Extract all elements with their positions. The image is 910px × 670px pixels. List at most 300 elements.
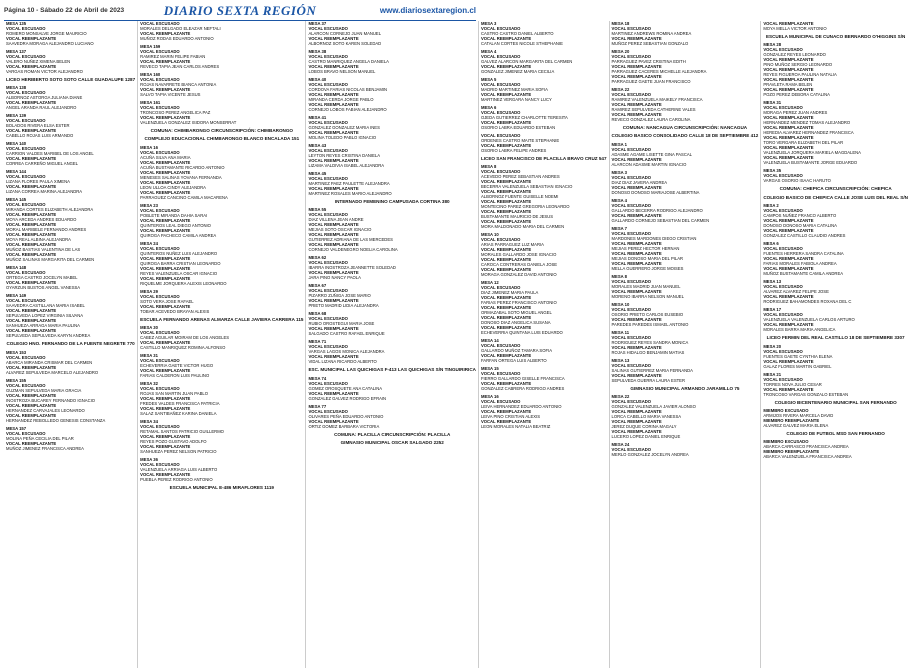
role-label: VOCAL ESCUSADO (6, 202, 46, 208)
mesa-block (140, 203, 303, 238)
role-label: VOCAL ESCUSADO (140, 330, 180, 336)
member-name: PARRAGUEZ PAVEZ CRISTINA EDITH (611, 59, 686, 64)
role-label: VOCAL REEMPLAZANTE (611, 156, 662, 162)
role-label: VOCAL ESCUSADO (308, 120, 348, 125)
role-label: VOCAL ESCUSADO (6, 54, 46, 59)
member-name: RODRIGUEZ BAHAMONDES ROXANA DEL C (763, 299, 852, 305)
mesa-block (763, 241, 908, 276)
role-label: VOCAL ESCUSADO (6, 118, 46, 124)
role-label: VOCAL ESCUSADO (6, 270, 46, 276)
role-label: VOCAL REEMPLAZANTE (6, 222, 57, 228)
role-label: VOCAL ESCUSADO (6, 90, 46, 96)
role-label: VOCAL ESCUSADO (611, 92, 652, 97)
member-name: DONOSO DIAZ ANGELICA SUSANA (480, 320, 551, 326)
mesa-block (612, 49, 759, 84)
role-label: VOCAL REEMPLAZANTE (308, 232, 359, 238)
mesa-number: MESA 8 (480, 164, 497, 170)
polling-place-heading: ESCUELA MUNICIPAL DE CUNACO BERNARDO O'HIGGINS S/N (765, 34, 906, 39)
mesa-number: MESA 6 (763, 241, 779, 247)
role-label: VOCAL REEMPLAZANTE (480, 36, 532, 41)
member-name: ORTIZ GOMEZ BARBARA VICTORIA (308, 423, 380, 429)
mesa-number: MESA 31 (763, 100, 782, 106)
member-name: RAMIREZ SEPULVEDA CATHERINE VALES (611, 107, 696, 112)
role-label: VOCAL REEMPLAZANTE (611, 64, 662, 69)
role-label: VOCAL REEMPLAZANTE (480, 409, 532, 415)
member-name: TOBAR ACEVEDO BRAYAN ALEXIS (140, 308, 210, 314)
member-name: GONZALEZ GONZALEZ MARIA INES (308, 125, 380, 130)
member-name: MENESES SALINAS YOVANA FERNANDA (140, 174, 222, 180)
mesa-block (140, 145, 303, 200)
member-name: MUÑOZ BUSTAMANTE CAMILA ANDREA (763, 271, 844, 277)
mesa-number: MESA 4 (611, 197, 627, 203)
role-label: VOCAL REEMPLAZANTE (611, 240, 662, 246)
mesa-block (140, 21, 303, 41)
mesa-block (6, 169, 135, 194)
role-label: VOCAL REEMPLAZANTE (308, 298, 359, 304)
mesa-block (481, 232, 607, 277)
role-label: VOCAL REEMPLAZANTE (611, 372, 662, 378)
mesa-number: MESA 30 (140, 325, 158, 331)
mesa-number: MESA 18 (611, 21, 630, 26)
role-label: VOCAL REEMPLAZANTE (308, 270, 359, 276)
role-label: VOCAL REEMPLAZANTE (763, 125, 814, 131)
newspaper-title: DIARIO SEXTA REGIÓN (163, 2, 317, 18)
member-name: MONTECINO PAREZ GREGORIA LEONARDO (480, 204, 570, 210)
member-name: DONOSO DONOSO MARIA CATALINA (763, 223, 837, 229)
member-name: RUBIO OROSTEGUI MARIA JOSE (308, 321, 375, 327)
member-name: DIAZ JIMENEZ MARIA PAULA (480, 290, 539, 296)
member-name: REYES VALENZUELA OSCAR IGNACIO (140, 270, 218, 276)
member-name: PUEBLA PEREZ RODRIGO ANTONIO (140, 477, 213, 483)
mesa-number: MESA 37 (308, 21, 327, 26)
role-label: VOCAL REEMPLAZANTE (480, 247, 532, 253)
member-name: GALVEZ ALARCON MARGARITA DEL CARMEN (480, 59, 573, 64)
member-name: TORRES NOVA JULIO CESAR (763, 381, 822, 387)
member-name: MOYA MELLA VICTOR ANTONIO (763, 26, 827, 31)
role-label: VOCAL ESCUSADO (611, 447, 652, 453)
role-label: VOCAL REEMPLAZANTE (480, 219, 532, 225)
role-label: VOCAL ESCUSADO (611, 174, 652, 180)
member-name: SANHUEZA PEREZ NELSON PATRICIO (140, 449, 217, 455)
member-name: ALBORNOZ ASTORGA JULIANA DIANE (6, 95, 83, 101)
role-label: VOCAL ESCUSADO (140, 462, 180, 468)
role-label: VOCAL REEMPLAZANTE (140, 217, 191, 223)
role-label: VOCAL ESCUSADO (480, 82, 521, 87)
role-label: VOCAL REEMPLAZANTE (140, 396, 191, 402)
member-name: FREDES VALDES FRANCISCA PATRICIA (140, 401, 220, 407)
role-label: VOCAL REEMPLAZANTE (611, 184, 662, 190)
member-name: ROJAS SAN MARTIN JUAN PABLO (140, 391, 208, 397)
role-label: VOCAL REEMPLAZANTE (140, 275, 191, 281)
role-label: VOCAL REEMPLAZANTE (308, 92, 359, 97)
member-name: RETAMAL SANTOS PATRICIO GUILLERMO (140, 429, 224, 435)
member-name: RIQUELME JORQUERA ALEXIS LEONARDO (140, 280, 227, 286)
columns-container (4, 21, 908, 668)
member-name: MEJIAS SOTO OSCAR IGNACIO (308, 227, 372, 233)
role-label: VOCAL REEMPLAZANTE (611, 74, 662, 79)
mesa-block (763, 307, 908, 332)
member-name: SAAVEDRA MORAGA ALEJANDRO LUCIANO (6, 41, 94, 46)
role-label: VOCAL ESCUSADO (763, 246, 803, 252)
member-name: ACUÑA BUSTAMANTE RICARDO ANTONIO (140, 164, 225, 170)
member-name: SEPULVEDA GUERRA LAURA ESTER (611, 377, 685, 383)
member-name: DIAZ VILLENA JEAN ANDRE (308, 217, 364, 223)
member-name: OLIVARES PEÑA EDUARDO ANTONIO (308, 413, 384, 419)
member-name: BOLADOS RIVERA ELSA ESTER (6, 123, 70, 129)
member-name: ANGEL ARANDA RAUL ALEJANDRO (6, 105, 77, 111)
role-label: VOCAL ESCUSADO (763, 173, 803, 179)
role-label: VOCAL ESCUSADO (611, 202, 652, 208)
member-name: GONZALEZ VALENZUELA JAVIER ALONSO (611, 404, 696, 410)
member-name: LOBOS BRAVO NELSON MANUEL (308, 69, 376, 74)
mesa-number: MESA 77 (308, 403, 327, 409)
mesa-number: MESA 43 (308, 143, 327, 148)
role-label: VOCAL REEMPLAZANTE (763, 266, 814, 272)
role-label: VOCAL REEMPLAZANTE (480, 199, 532, 205)
member-name: LIZAMA VALDIVIA ISABEL ALEJANDRA (308, 163, 385, 168)
member-name: PINO MUÑOZ SERGIO LEONARDO (763, 62, 833, 68)
role-label: VOCAL ESCUSADO (308, 26, 348, 31)
mesa-block (308, 143, 476, 168)
polling-place-heading: COLEGIO BASICO DE CHEPICA CALLE JOSE LUIS DEL REAL S/N (763, 194, 908, 200)
member-name: CASTRO CASTRO DANIEL ALBERTO (480, 31, 554, 36)
role-label: VOCAL REEMPLAZANTE (140, 59, 191, 64)
member-name: VALENZUELA BUSTAMANTE JORGE EDUARDO (763, 160, 858, 166)
mesa-block (481, 133, 607, 153)
role-label: VOCAL ESCUSADO (763, 208, 803, 214)
role-label: VOCAL REEMPLAZANTE (6, 242, 57, 248)
mesa-number: MESA 10 (480, 232, 499, 238)
member-name: HEREDIA ALVAREZ HERNANDEZ FRANCISCA (763, 130, 854, 136)
member-name: CASTRO MANRIQUEZ ANGELA DANIELA (308, 59, 389, 64)
role-label: VOCAL REEMPLAZANTE (308, 130, 359, 135)
role-label: VOCAL REEMPLAZANTE (140, 303, 191, 309)
mesa-number: MESA 145 (6, 197, 27, 203)
role-label: VOCAL ESCUSADO (6, 146, 46, 152)
mesa-block (140, 353, 303, 378)
mesa-block (763, 168, 908, 183)
member-name: FARFAN ORTEGA LUIS ALBERTO (480, 358, 547, 364)
role-label: VOCAL REEMPLAZANTE (140, 115, 191, 120)
member-name: GALAZ FLORES MARTIN GABRIEL (763, 363, 832, 369)
mesa-number: MESA 40 (308, 77, 327, 82)
role-label: VOCAL REEMPLAZANTE (763, 294, 814, 300)
member-name: MORALES MADRID JUAN MANUEL (611, 283, 681, 289)
role-label: VOCAL REEMPLAZANTE (480, 120, 532, 125)
col-2 (137, 21, 305, 668)
role-label: VOCAL REEMPLAZANTE (6, 280, 57, 286)
member-name: FARIAS MORALES FABIOLA ANDREA (763, 261, 837, 267)
role-label: VOCAL ESCUSADO (763, 312, 803, 318)
mesa-number: MESA 36 (140, 457, 158, 463)
mesa-block (6, 426, 135, 451)
role-label: VOCAL ESCUSADO (308, 82, 348, 87)
role-label: VOCAL ESCUSADO (308, 380, 348, 386)
role-label: VOCAL REEMPLAZANTE (480, 92, 532, 97)
member-name: ACEVEDO PEREZ SEBASTIAN ANDRES (480, 174, 560, 180)
member-name: ABARCA VALENZUELA FRANCISCA ANDREA (763, 454, 852, 460)
role-label: VOCAL REEMPLAZANTE (480, 179, 532, 185)
member-name: FIERRO GALLARDO GISELLE FRANCISCA (480, 376, 565, 382)
role-label: VOCAL REEMPLAZANTE (480, 189, 532, 195)
mesa-block (612, 198, 759, 223)
mesa-number: MESA 71 (308, 339, 327, 345)
member-name: MORAL MARIBELE FERNANDO ANDRES (6, 227, 87, 233)
mesa-number: MESA 67 (308, 283, 327, 289)
role-label: VOCAL REEMPLAZANTE (763, 77, 814, 83)
member-name: HERNANDEZ REBOLLEDO GENESIS CONSTANZA (6, 417, 106, 423)
role-label: VOCAL REEMPLAZANTE (763, 155, 814, 161)
member-name: INOSTROZA BUCAREY FERNANDO IGNACIO (6, 397, 96, 403)
member-name: VALENZUELA ARRIAGA LUIS ALBERTO (140, 467, 218, 473)
role-label: VOCAL ESCUSADO (140, 149, 180, 155)
role-label: VOCAL REEMPLAZANTE (611, 409, 662, 415)
mesa-block (6, 85, 135, 110)
role-label: VOCAL REEMPLAZANTE (763, 228, 814, 234)
mesa-number: MESA 6 (480, 105, 497, 110)
member-name: GONZALEZ CABRERA RODRIGO ANDRES (480, 386, 565, 392)
mesa-block (481, 338, 607, 363)
role-label: VOCAL REEMPLAZANTE (6, 212, 57, 218)
mesa-number: MESA 23 (140, 202, 158, 208)
role-label: VOCAL REEMPLAZANTE (6, 402, 57, 408)
member-name: LORCA CABELLO MARIA VANESSA (611, 414, 682, 420)
member-name: PARRAGUEZ GAETE JUAN FRANCISCO (611, 79, 691, 84)
mesa-number: MESA 144 (6, 169, 27, 175)
mesa-block (763, 439, 908, 459)
role-label: VOCAL ESCUSADO (480, 399, 521, 405)
role-label: VOCAL REEMPLAZANTE (6, 412, 57, 418)
mesa-block (763, 344, 908, 369)
mesa-number: MESA 4 (480, 49, 497, 54)
role-label: VOCAL ESCUSADO (140, 49, 180, 54)
role-label: VOCAL REEMPLAZANTE (611, 250, 662, 256)
role-label: VOCAL REEMPLAZANTE (480, 257, 532, 263)
member-name: MUÑOZ JIMENEZ FRANCISCA ANDREA (6, 445, 84, 451)
role-label: VOCAL REEMPLAZANTE (308, 354, 359, 360)
member-name: POZO PEREZ DEBORA CATALINA (763, 92, 830, 98)
role-label: VOCAL REEMPLAZANTE (480, 315, 532, 321)
member-name: TRONCOSO PEREZ ANGELICA PAZ (140, 110, 211, 115)
member-name: MOLINA TOLEDO PABLO IGNACIO (308, 135, 377, 140)
role-label: VOCAL REEMPLAZANTE (611, 212, 662, 218)
mesa-block (612, 274, 759, 299)
mesa-number: MESA 41 (308, 115, 327, 120)
mesa-block (308, 376, 476, 401)
member-name: MARTINEZ ANDREWS ROMINA ANDREA (611, 31, 692, 36)
role-label: VOCAL ESCUSADO (308, 212, 348, 218)
member-name: MOLINA PEÑA CECILIA DEL PILAR (6, 435, 74, 441)
member-name: HERNANDEZ MENDEZ TOMAS ALEJANDRO (763, 120, 851, 126)
mesa-number: MESA 137 (6, 49, 27, 54)
role-label: VOCAL ESCUSADO (6, 382, 46, 388)
role-label: VOCAL REEMPLAZANTE (308, 158, 359, 163)
mesa-number: MESA 161 (140, 100, 161, 105)
role-label: VOCAL REEMPLAZANTE (611, 112, 662, 117)
role-label: VOCAL ESCUSADO (6, 26, 46, 31)
polling-place-heading: COLEGIO DE FUTBOL MSD SAN FERNANDO (786, 431, 885, 437)
role-label: VOCAL ESCUSADO (611, 399, 652, 405)
col-3 (305, 21, 478, 668)
mesa-number: MESA 16 (140, 144, 158, 150)
role-label: VOCAL ESCUSADO (480, 169, 521, 175)
member-name: SALVO TAPIA VICENTE JESUS (140, 92, 201, 97)
role-label: VOCAL ESCUSADO (611, 26, 652, 31)
member-name: MIRANDA CORTES ELIZABETH ALEJANDRA (6, 207, 94, 213)
member-name: MUÑOZ RODAS EDUARDO ANTONIO (140, 36, 214, 41)
mesa-block (308, 255, 476, 280)
mesa-number: MESA 13 (611, 357, 630, 363)
member-name: VALENZUELA GONZALEZ ISIDORA MONSERRAT (140, 120, 237, 125)
mesa-number: MESA 135 (6, 21, 27, 26)
member-name: MORALES GALLARDO JOSE IGNACIO (480, 252, 557, 258)
role-label: VOCAL ESCUSADO (611, 278, 652, 284)
mesa-block (612, 358, 759, 383)
role-label: VOCAL ESCUSADO (308, 54, 348, 59)
member-name: SEPULVEDA LOPEZ VIRGINIA SILVANA (6, 313, 84, 319)
mesa-number: MESA 1 (611, 141, 627, 147)
member-name: SOTO VERA JOSE RAFAEL (140, 298, 194, 304)
member-name: MORALES DELGADO ELEAZAR NEFTALI (140, 26, 221, 31)
member-name: CORNEJO LOBOS FABIAN ALEJANDRO (308, 107, 387, 112)
member-name: BECERRA VALENZUELA SEBASTIAN IGNACIO (480, 184, 573, 190)
role-label: MIEMBRO REEMPLAZANTE (763, 449, 820, 455)
member-name: PRIETO MADRID LIDIA ALEJANDRA (308, 303, 379, 309)
member-name: LEON ULLOA CINDY ALEJANDRA (140, 184, 206, 190)
member-name: JARA PINO NANCY PAOLA (308, 275, 361, 281)
role-label: VOCAL ESCUSADO (140, 245, 180, 251)
mesa-block (763, 372, 908, 397)
role-label: VOCAL ESCUSADO (611, 306, 652, 312)
mesa-block (612, 330, 759, 355)
mesa-number: MESA 20 (611, 49, 630, 54)
mesa-block (140, 100, 303, 125)
member-name: MORA MALDONADO MARIA DEL CARMEN (480, 224, 565, 230)
member-name: MEJIAS DONOSO MARIA DEL PILAR (611, 255, 684, 261)
role-label: VOCAL REEMPLAZANTE (140, 31, 191, 36)
mesa-number: MESA 3 (611, 169, 627, 175)
mesa-block (612, 21, 759, 46)
member-name: GONZALEZ REYES LEONARDO (763, 52, 826, 58)
mesa-number: MESA 17 (763, 307, 782, 313)
member-name: OSORIO LABRA EDUARDO ESTEBAN (480, 125, 556, 130)
role-label: VOCAL REEMPLAZANTE (480, 325, 532, 331)
member-name: ACUÑA SILVA ANA MARIA (140, 154, 191, 160)
member-name: RAMIREZ VALENZUELA MAIKELY FRANCISCA (611, 97, 703, 102)
member-name: SALINAS GUTIERREZ MARIA FERNANDA (611, 367, 693, 373)
member-name: MORALES BARRA MARIA ANGELICA (763, 327, 836, 333)
mesa-block (308, 404, 476, 429)
mesa-number: MESA 34 (140, 419, 158, 425)
member-name: OJEDA GUTIERREZ CHARLOTTE TERESITA (480, 115, 568, 120)
role-label: VOCAL ESCUSADO (611, 146, 652, 152)
member-name: CORNEJO VALDENEGRO NOELIA CAROLINA (308, 247, 398, 253)
mesa-number: MESA 62 (308, 255, 327, 261)
role-label: VOCAL REEMPLAZANTE (6, 392, 57, 398)
member-name: CAMPOS NUÑEZ FRANCO ALBERTO (763, 213, 837, 219)
mesa-number: MESA 160 (140, 72, 161, 77)
role-label: VOCAL ESCUSADO (763, 284, 803, 290)
role-label: VOCAL REEMPLAZANTE (308, 242, 359, 248)
member-name: LEON MORALES NATALIA BEATRIZ (480, 424, 551, 430)
role-label: VOCAL ESCUSADO (140, 293, 180, 299)
mesa-block (481, 105, 607, 130)
role-label: VOCAL REEMPLAZANTE (6, 364, 57, 370)
member-name: OYARZUN BUSTOS ANGEL VANESSA (6, 285, 81, 291)
member-name: QUIROGA BARRA CRISTIAN LEONARDO (140, 260, 221, 266)
col-1 (4, 21, 137, 668)
mesa-block (763, 279, 908, 304)
role-label: VOCAL REEMPLAZANTE (140, 340, 191, 346)
mesa-number: MESA 28 (763, 42, 782, 48)
member-name: HERNANDEZ CARVAJALES LEONARDO (6, 407, 85, 413)
member-name: MOYA REAL ALBINA ALEJANDRA (6, 237, 71, 243)
member-name: CABEZ AGUILAR MOIRAM DE LOS ANGELES (140, 335, 230, 341)
member-name: CASTILLO MANRIQUEZ ROMINA ALFONSO (140, 345, 226, 351)
mesa-number: MESA 22 (611, 394, 630, 400)
role-label: VOCAL REEMPLAZANTE (140, 255, 191, 261)
mesa-block (763, 408, 908, 428)
member-name: POBLETE MIRANDA DAHIA SARAI (140, 212, 208, 218)
member-name: PAREDES PAREDES ISMAEL ANTONIO (611, 321, 689, 327)
role-label: VOCAL REEMPLAZANTE (140, 87, 191, 92)
mesa-block (763, 21, 908, 31)
member-name: LIZANA CORREA MARINA ALEJANDRA (6, 189, 83, 195)
role-label: VOCAL REEMPLAZANTE (763, 145, 814, 151)
member-name: VARGAS ROMAN VICTOR ALEJANDRO (6, 69, 83, 74)
role-label: VOCAL ESCUSADO (480, 54, 521, 59)
role-label: VOCAL ESCUSADO (140, 207, 180, 213)
member-name: PARRAGUEZ CACERES MICHELLE ALEJANDRA (611, 69, 707, 74)
mesa-block (140, 457, 303, 482)
mesa-block (6, 21, 135, 46)
website-link[interactable]: www.diariosextaregion.cl (379, 6, 476, 15)
role-label: VOCAL REEMPLAZANTE (6, 328, 57, 334)
role-label: VOCAL ESCUSADO (6, 354, 46, 360)
role-label: VOCAL ESCUSADO (308, 176, 348, 181)
mesa-block (6, 265, 135, 290)
mesa-number: MESA 138 (6, 85, 27, 91)
member-name: CATALAN CORTES NICOLE STHEPHANIE (480, 41, 563, 46)
role-label: VOCAL REEMPLAZANTE (140, 472, 191, 478)
polling-place-heading: COMPLEJO EDUCACIONAL CHIMBARONGO BLANCO ENCALADA 151 (144, 136, 300, 142)
member-name: ALARCON ADASME MARTIN IGNACIO (611, 161, 687, 167)
mesa-block (140, 289, 303, 314)
mesa-block (6, 113, 135, 138)
mesa-number: MESA 8 (611, 273, 627, 279)
mesa-block (6, 350, 135, 375)
polling-place-heading: GIMNASIO MUNICIPAL ARMANDO JARAMILLO 75 (630, 385, 740, 391)
role-label: VOCAL REEMPLAZANTE (6, 318, 57, 324)
member-name: ABARCA CARRASCO FRANCISCA ANDREA (763, 444, 849, 450)
mesa-block (308, 115, 476, 140)
polling-place-heading: GIMNASIO MUNICIPAL OSCAR SALGADO 2252 (340, 440, 444, 446)
role-label: VOCAL REEMPLAZANTE (6, 440, 57, 446)
member-name: MARTINEZ VERGARA NANCY LUCY (480, 97, 552, 102)
member-name: FUENTES HERRERA SANDRA CATALINA (763, 251, 844, 257)
member-name: QUIROGA PACHECO CAMILA ANDREA (140, 232, 217, 238)
member-name: FUENTES GAETE CYNTHIA ELENA (763, 353, 833, 359)
mesa-number: MESA 3 (480, 21, 497, 26)
page-date: Página 10 - Sábado 22 de Abril de 2023 (4, 7, 125, 14)
mesa-number: MESA 153 (6, 349, 27, 355)
member-name: CARRION VALDES MARIBEL DE LOS ANGEL (6, 151, 94, 157)
mesa-block (763, 100, 908, 165)
mesa-block (763, 42, 908, 97)
role-label: VOCAL ESCUSADO (480, 133, 521, 138)
member-name: PIZARRO ZUÑIGA JOSE MARIO (308, 293, 371, 299)
member-name: CAROCA CONTRERAS DANIELA JOSE (480, 262, 558, 268)
